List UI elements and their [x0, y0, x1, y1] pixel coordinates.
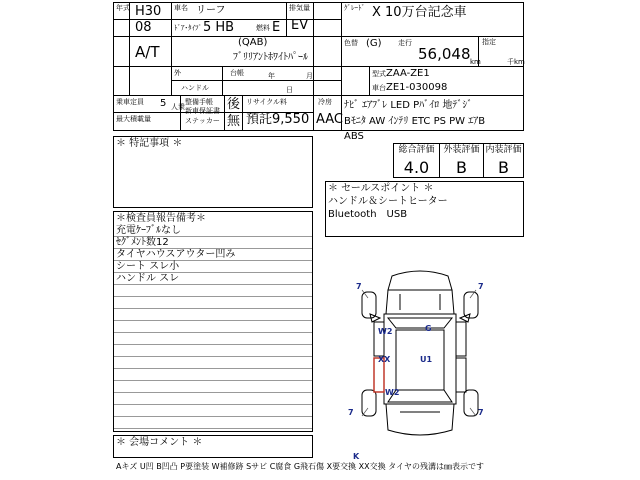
year-value: H30 [135, 4, 162, 19]
model-code-value: ZAA-ZE1 [386, 68, 430, 79]
diagram-wheel-lf [362, 292, 376, 318]
grade-value: X 10万台記念車 [372, 5, 467, 20]
options-line1: ﾅﾋﾞ ｴｱﾌﾞﾚ LED Pﾊﾞｲﾛ 地ﾃﾞｼﾞ [344, 100, 473, 111]
note-rule-line [114, 404, 312, 405]
max-load-label: 最大積載量 [116, 115, 151, 123]
interior-score-value: B [498, 158, 509, 177]
note-rule-line [114, 320, 312, 321]
header-col5 [313, 2, 314, 130]
sales-point-1: ハンドル＆シートヒーター [328, 196, 448, 207]
note-rule-line [114, 368, 312, 369]
model-code-label: 型式 [372, 70, 386, 78]
specified-label: 指定 [482, 38, 496, 46]
diagram-front [388, 271, 452, 290]
records-label: 新車保証書 [185, 107, 220, 115]
overall-score-box [393, 143, 440, 178]
origin-label: 外 [174, 69, 181, 77]
shift-value: A/T [135, 43, 160, 61]
displacement-label: 排気量 [289, 4, 310, 12]
door-type-value: 5 HB [203, 20, 235, 35]
month-unit: 月 [306, 72, 313, 80]
header-row4-border [113, 130, 524, 131]
mileage-unit-alt: 千km [507, 58, 525, 66]
handle-label: ハンドル [181, 84, 209, 92]
diagram-wheel-rr [464, 390, 478, 416]
inspector-note-1: 充電ｹｰﾌﾞﾙなし [116, 225, 181, 236]
header-col7 [369, 66, 370, 95]
no-label: 無 [227, 114, 241, 129]
note-rule-line [114, 392, 312, 393]
overall-score-value: 4.0 [403, 158, 430, 177]
header-col4 [286, 2, 287, 36]
mark-door-front: W2 [378, 327, 393, 336]
displacement-value: EV [291, 18, 309, 33]
exterior-score-box [439, 143, 484, 178]
model-label: 車名 [174, 4, 188, 12]
note-rule-line [114, 296, 312, 297]
interior-score-box [483, 143, 524, 178]
diagram-wheel-lr [362, 390, 376, 416]
chassis-value: ZE1-030098 [386, 82, 448, 93]
mileage-unit: km [470, 58, 481, 66]
fuel-label: 燃料 [256, 24, 270, 32]
legend: Aキズ U凹 B凹凸 P要塗装 W補修跡 Sサビ C腐食 G飛石傷 X要交換 XX交換 タイヤの残溝は㎜表示です [116, 462, 484, 471]
inspector-note-5: ハンドル スレ [116, 273, 180, 284]
exterior-score-value: B [456, 158, 467, 177]
header-col10 [224, 95, 225, 130]
mark-door-rear: XX [378, 355, 391, 364]
special-notes-title: ＊ 特記事項 ＊ [116, 138, 183, 149]
chassis-label: 車台 [372, 84, 386, 92]
note-rule-line [114, 416, 312, 417]
aircon-value: AAC [316, 112, 343, 127]
header-row3-border [113, 95, 524, 96]
exterior-score-label: 外装評価 [443, 145, 480, 155]
rear-label: 後 [227, 97, 241, 112]
inspector-notes-title: ＊検査員報告備考＊ [116, 213, 206, 224]
inspector-note-3: タイヤハウスアウター凹み [116, 249, 236, 260]
capacity-label: 乗車定員 [116, 98, 144, 106]
diagram-wheel-rf [464, 292, 478, 318]
header-col6 [341, 2, 342, 130]
venue-comments-title: ＊ 会場コメント ＊ [116, 437, 203, 448]
mileage-label: 走行 [398, 39, 412, 47]
model-value: リーフ [196, 5, 226, 16]
color-code: (QAB) [238, 37, 268, 48]
capacity-unit: 人乗 [171, 103, 185, 111]
header-col9 [180, 95, 181, 130]
fuel-value: E [272, 20, 281, 35]
inspector-note-2: ｾｸﾞﾒﾝﾄ数12 [116, 237, 169, 248]
diagram-windshield [388, 318, 452, 328]
note-rule-line [114, 428, 312, 429]
sticker-label: ステッカー [185, 117, 220, 125]
diagram-hood [386, 290, 454, 314]
interior-score-label: 内装評価 [485, 145, 522, 155]
overall-score-label: 総合評価 [398, 145, 435, 155]
recycle-label: リサイクル料 [246, 98, 288, 106]
note-rule-line [114, 344, 312, 345]
note-rule-line [114, 332, 312, 333]
header-col3 [222, 66, 223, 95]
inner-color-label: 色替 [344, 39, 358, 47]
capacity-value: 5 [160, 98, 167, 109]
header-row1-border [113, 36, 524, 37]
history-label: 台帳 [230, 69, 244, 77]
mark-right-rear: 7 [478, 408, 484, 417]
diagram-right-door-rear [456, 358, 466, 392]
mark-left-front: 7 [356, 282, 362, 291]
sales-points-title: ＊ セールスポイント ＊ [328, 183, 434, 194]
header-mid2-border [171, 80, 341, 81]
year-unit: 年 [268, 72, 275, 80]
day-unit: 日 [286, 86, 293, 94]
month-value: 08 [135, 20, 152, 35]
options-line3: ABS [344, 131, 364, 142]
options-line2: Bﾓﾆﾀ AW ｲﾝﾃﾘ ETC PS PW ｴｱB [344, 116, 486, 127]
mark-bottom: K [353, 452, 360, 461]
header-col1 [129, 2, 130, 95]
equipment-label: 整備手帳 [185, 98, 213, 106]
inspector-note-4: シート スレ小 [116, 261, 180, 272]
header-col11 [242, 95, 243, 130]
note-rule-line [114, 380, 312, 381]
mark-rear-door: W2 [385, 388, 400, 397]
mark-roof: G [425, 324, 432, 333]
header-top-border [113, 2, 524, 3]
diagram-rear [386, 404, 454, 435]
mark-left-rear: 7 [348, 408, 354, 417]
header-col2 [171, 2, 172, 95]
note-rule-line [114, 308, 312, 309]
header-row2-border [113, 66, 524, 67]
note-rule-line [114, 356, 312, 357]
recycle-value: 預託9,550 [246, 112, 310, 127]
diagram-right-door-front [456, 322, 466, 356]
mileage-value: 56,048 [418, 45, 471, 63]
header-right-border [523, 2, 524, 130]
color-name: ﾌﾞﾘﾘｱﾝﾄﾎﾜｲﾄﾊﾟｰﾙ [233, 52, 308, 63]
inner-color-value: (G) [366, 38, 382, 49]
mark-roof-u: U1 [420, 355, 433, 364]
mark-right-front: 7 [478, 282, 484, 291]
header-left-border [113, 2, 114, 130]
door-type-label: ﾄﾞｱ･ﾀｲﾌﾟ [174, 24, 202, 32]
aircon-label: 冷房 [318, 98, 332, 106]
year-label: 年式 [116, 4, 130, 12]
grade-label: ｸﾞﾚｰﾄﾞ [344, 4, 365, 12]
sales-point-2: Bluetooth USB [328, 209, 408, 220]
